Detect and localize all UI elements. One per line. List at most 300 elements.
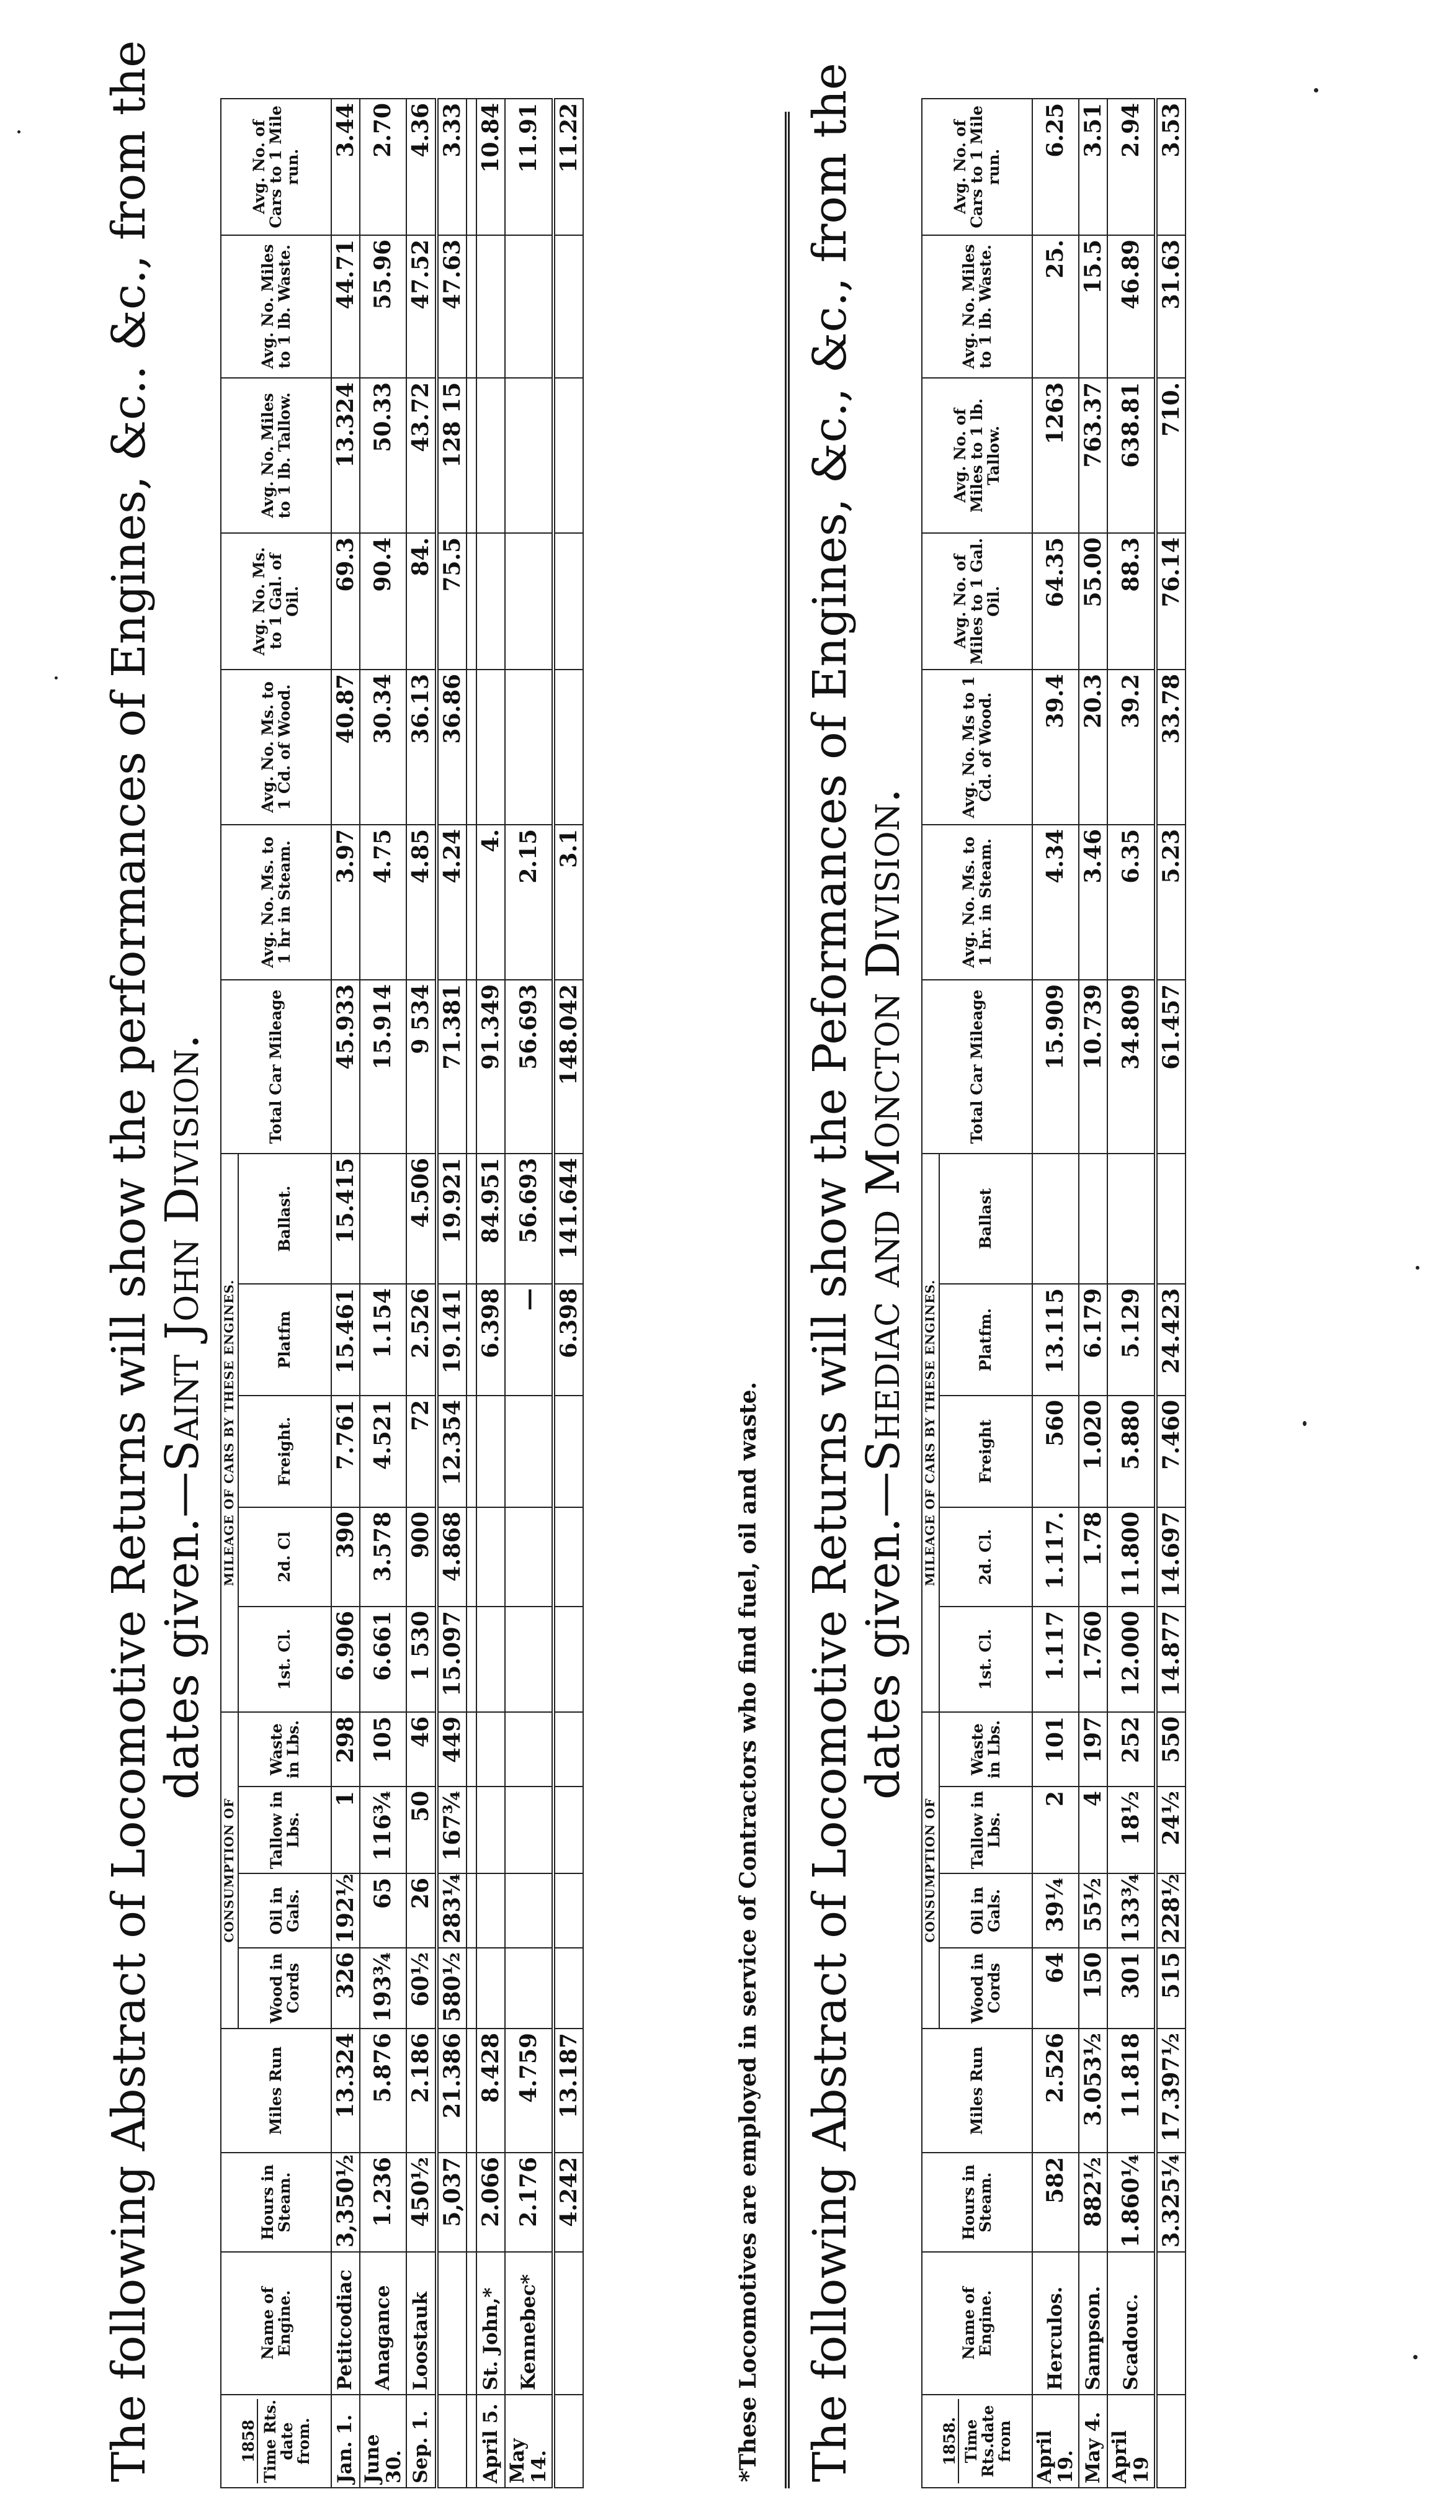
t1-spacer-cell: [467, 235, 476, 378]
t2-table-cell: 12.000: [1107, 1607, 1155, 1712]
t2-table-cell: 39¼: [1032, 1873, 1079, 1948]
t2-table-cell: 550: [1156, 1712, 1186, 1787]
t1-spacer-cell: [467, 378, 476, 533]
t2-table-cell: 6.179: [1079, 1284, 1107, 1396]
t1-table-cell: [505, 1948, 553, 2029]
t1-head-consumption: CONSUMPTION OF: [221, 1712, 238, 2029]
t2-head-avg-wood: Avg. No. Ms to 1 Cd. of Wood.: [922, 670, 1032, 825]
t1-table-cell: 3.33: [437, 99, 467, 235]
t2-table-cell: 2.94: [1107, 99, 1155, 235]
t1-table-row: [505, 99, 553, 2488]
t2-table-cell: 31.63: [1156, 235, 1186, 378]
t2-table-cell: 11.818: [1107, 2029, 1155, 2153]
t1-table-cell: 21.386: [437, 2029, 467, 2153]
t1-table-cell: 5,037: [437, 2153, 467, 2252]
t1-table-cell: 283¼: [437, 1873, 467, 1948]
t1-table-cell: 36.13: [406, 670, 436, 825]
t1-table-cell: 84.: [406, 533, 436, 670]
t1-head-2d: 2d. Cl: [238, 1507, 331, 1607]
t1-table-cell: 50: [406, 1787, 436, 1873]
t1-table-cell: [476, 670, 505, 825]
t1-table-cell: 15.914: [360, 980, 406, 1154]
t2-table-cell: 2: [1032, 1787, 1079, 1873]
t1-table-cell: [476, 1873, 505, 1948]
t1-table-cell: 11.91: [505, 99, 553, 235]
t2-table-cell: 55.00: [1079, 533, 1107, 670]
t1-head-avg-wood: Avg. No. Ms. to 1 Cd. of Wood.: [221, 670, 331, 825]
t1-table-cell: —: [505, 1284, 553, 1396]
t2-table-cell: 24.423: [1156, 1284, 1186, 1396]
t2-table-cell: 1.860¼: [1107, 2153, 1155, 2252]
t1-table-cell: 390: [331, 1507, 360, 1607]
t2-table-cell: 150: [1079, 1948, 1107, 2029]
t1-table-cell: [505, 1607, 553, 1712]
t1-table-cell: 167¾: [437, 1787, 467, 1873]
t1-table-cell: 71.381: [437, 980, 467, 1154]
t2-table-cell: 101: [1032, 1712, 1079, 1787]
t1-table-cell: 900: [406, 1507, 436, 1607]
t1-table-cell: [476, 378, 505, 533]
t1-head-freight: Freight.: [238, 1396, 331, 1507]
t2-table-cell: 15.5: [1079, 235, 1107, 378]
t2-table-cell: 18½: [1107, 1787, 1155, 1873]
t1-heading: [102, 40, 209, 2482]
t2-table-cell: [1079, 1154, 1107, 1284]
t1-head-name: Name of Engine.: [221, 2252, 331, 2395]
t2-head-consumption: CONSUMPTION OF: [922, 1712, 939, 2029]
t2-table-cell: April 19.: [1032, 2395, 1079, 2488]
t2-table-cell: 638.81: [1107, 378, 1155, 533]
t1-table-cell: 4.242: [553, 2153, 583, 2252]
t1-table-cell: 6.906: [331, 1607, 360, 1712]
t1-head-waste: Waste in Lbs.: [238, 1712, 331, 1787]
t1-spacer-cell: [467, 1154, 476, 1284]
t2-table-cell: 11.800: [1107, 1507, 1155, 1607]
t1-spacer-cell: [467, 1712, 476, 1787]
t1-table-cell: 91.349: [476, 980, 505, 1154]
t1-table-cell: 19.141: [437, 1284, 467, 1396]
t1-table-cell: 4.85: [406, 825, 436, 980]
t1-table-cell: 69.3: [331, 533, 360, 670]
t2-date-label: Time Rts.date from: [962, 2405, 1014, 2478]
t1-table-cell: [553, 1507, 583, 1607]
t1-spacer-cell: [467, 1507, 476, 1607]
t2-table-cell: Herculos.: [1032, 2252, 1079, 2395]
t1-spacer-row: [467, 99, 476, 2488]
t1-spacer-cell: [467, 670, 476, 825]
t1-table-cell: [476, 1396, 505, 1507]
t1-table-cell: [553, 378, 583, 533]
t1-table-cell: 6.398: [476, 1284, 505, 1396]
t2-table-cell: 76.14: [1156, 533, 1186, 670]
t1-table-cell: 84.951: [476, 1154, 505, 1284]
t1-table-cell: 15.415: [331, 1154, 360, 1284]
t1-table-cell: 326: [331, 1948, 360, 2029]
t2-head-platfm: Platfm.: [939, 1284, 1032, 1396]
t2-heading: [803, 63, 910, 2482]
t2-head-mileage: MILEAGE OF CARS BY THESE ENGINES.: [922, 1154, 939, 1712]
t1-head-platfm: Platfm: [238, 1284, 331, 1396]
t1-table-cell: Sep. 1.: [406, 2395, 436, 2488]
t1-spacer-cell: [467, 980, 476, 1154]
t1-table-cell: 44.71: [331, 235, 360, 378]
t2-head-wood: Wood in Cords: [939, 1948, 1032, 2029]
scan-speck: [1413, 2355, 1418, 2359]
t2-table-cell: 13.115: [1032, 1284, 1079, 1396]
t2-table-cell: 10.739: [1079, 980, 1107, 1154]
t1-table-cell: 3.97: [331, 825, 360, 980]
t1-spacer-cell: [467, 2029, 476, 2153]
t2-head-oil: Oil in Gals.: [939, 1873, 1032, 1948]
t2-table-cell: 5.880: [1107, 1396, 1155, 1507]
t1-table-cell: 19.921: [437, 1154, 467, 1284]
t2-table-cell: [1032, 1154, 1079, 1284]
t2-table-row: [1032, 99, 1079, 2488]
t2-table-cell: 3.46: [1079, 825, 1107, 980]
t1-table-cell: [553, 1712, 583, 1787]
t1-spacer-cell: [467, 1607, 476, 1712]
t1-table-cell: [437, 2252, 467, 2395]
t1-table-cell: 4.75: [360, 825, 406, 980]
t1-table-cell: 1.154: [360, 1284, 406, 1396]
t1-table-cell: Loostauk: [406, 2252, 436, 2395]
t2-head-ballast: Ballast: [939, 1154, 1032, 1284]
t1-table-cell: 56.693: [505, 980, 553, 1154]
t2-table-cell: 4.34: [1032, 825, 1079, 980]
t2-table-cell: 14.697: [1156, 1507, 1186, 1607]
t1-table-cell: [553, 1948, 583, 2029]
t1-table-cell: 10.84: [476, 99, 505, 235]
t1-head-date: [221, 2395, 331, 2488]
t2-heading-line2: [857, 63, 910, 2482]
t1-head-miles: Miles Run: [221, 2029, 331, 2153]
t2-head-miles: Miles Run: [922, 2029, 1032, 2153]
t2-head-avg-hr: Avg. No. Ms. to 1 hr. in Steam.: [922, 825, 1032, 980]
t2-table-cell: 582: [1032, 2153, 1079, 2252]
scan-speck: [1314, 88, 1318, 92]
t2-table-cell: 6.25: [1032, 99, 1079, 235]
t1-table-cell: Anagance: [360, 2252, 406, 2395]
t1-table-cell: 2.526: [406, 1284, 436, 1396]
t1-table-cell: 15.461: [331, 1284, 360, 1396]
t1-table-cell: 6.398: [553, 1284, 583, 1396]
t1-table-cell: [553, 1396, 583, 1507]
t1-table-cell: 449: [437, 1712, 467, 1787]
t1-spacer-cell: [467, 533, 476, 670]
t2-table-cell: 14.877: [1156, 1607, 1186, 1712]
t2-table-cell: Scadouc.: [1107, 2252, 1155, 2395]
t2-table-cell: 133¾: [1107, 1873, 1155, 1948]
t1-table-cell: 50.33: [360, 378, 406, 533]
t1-spacer-cell: [467, 1787, 476, 1873]
t2-table-cell: 46.89: [1107, 235, 1155, 378]
t1-table-cell: [476, 1948, 505, 2029]
t1-spacer-cell: [467, 1873, 476, 1948]
t1-table-row: [476, 99, 505, 2488]
t1-table-cell: 105: [360, 1712, 406, 1787]
t2-table-cell: 88.3: [1107, 533, 1155, 670]
t2-table-cell: 1263: [1032, 378, 1079, 533]
t2-head-1st: 1st. Cl.: [939, 1607, 1032, 1712]
t2-head-freight: Freight: [939, 1396, 1032, 1507]
t2-table-cell: 560: [1032, 1396, 1079, 1507]
t1-table-cell: 56.693: [505, 1154, 553, 1284]
scan-speck: [1416, 1266, 1419, 1270]
t2-table-cell: 25.: [1032, 235, 1079, 378]
t1-table-cell: 13.187: [553, 2029, 583, 2153]
t1-table-cell: 90.4: [360, 533, 406, 670]
t1-table-cell: 4.506: [406, 1154, 436, 1284]
t1-table-cell: 9 534: [406, 980, 436, 1154]
t1-table-cell: 45.933: [331, 980, 360, 1154]
t2-table-cell: 5.129: [1107, 1284, 1155, 1396]
scan-speck: [1303, 1421, 1306, 1426]
t2-table-cell: 515: [1156, 1948, 1186, 2029]
t1-table-cell: 298: [331, 1712, 360, 1787]
t2-table-cell: 763.37: [1079, 378, 1107, 533]
t1-table-cell: [553, 1607, 583, 1712]
t1-head-avg-oil: Avg. No. Ms. to 1 Gal. of Oil.: [221, 533, 331, 670]
t1-table-cell: Kennebec*: [505, 2252, 553, 2395]
t2-table-cell: 1.760: [1079, 1607, 1107, 1712]
t2-table-cell: 64.35: [1032, 533, 1079, 670]
t2-table: [921, 98, 1186, 2488]
t2-head-2d: 2d. Cl.: [939, 1507, 1032, 1607]
t1-table-cell: [476, 1712, 505, 1787]
t1-table-cell: 192½: [331, 1873, 360, 1948]
t1-table-cell: [505, 235, 553, 378]
t1-table-cell: 1: [331, 1787, 360, 1873]
t1-table-cell: 2.066: [476, 2153, 505, 2252]
t2-division-name: Shediac and Moncton Division.: [857, 788, 910, 1472]
t1-table-cell: 450½: [406, 2153, 436, 2252]
t1-table-cell: [360, 1154, 406, 1284]
t1-table-cell: 116¾: [360, 1787, 406, 1873]
t1-head-avg-cars: Avg. No. of Cars to 1 Mile run.: [221, 99, 331, 235]
t1-table-cell: 3.1: [553, 825, 583, 980]
t1-table-cell: [553, 670, 583, 825]
t2-table-cell: 1.78: [1079, 1507, 1107, 1607]
t1-table-cell: 8.428: [476, 2029, 505, 2153]
t1-head-1st: 1st. Cl.: [238, 1607, 331, 1712]
t1-table-cell: 47.63: [437, 235, 467, 378]
t2-table-cell: [1156, 1154, 1186, 1284]
t1-table-cell: 4.: [476, 825, 505, 980]
t1-table-cell: [505, 378, 553, 533]
t1-table: [220, 98, 584, 2488]
t1-table-cell: 60½: [406, 1948, 436, 2029]
t1-table-cell: 3.578: [360, 1507, 406, 1607]
t2-table-cell: 20.3: [1079, 670, 1107, 825]
t1-table-cell: 7.761: [331, 1396, 360, 1507]
t1-date-label: Time Rts. date from.: [261, 2399, 313, 2483]
t2-table-cell: 1.020: [1079, 1396, 1107, 1507]
t1-table-cell: 5.876: [360, 2029, 406, 2153]
t1-table-cell: 40.87: [331, 670, 360, 825]
t1-table-cell: [505, 1507, 553, 1607]
t1-head-mileage: MILEAGE OF CARS BY THESE ENGINES.: [221, 1154, 238, 1712]
t1-head-hours: Hours in Steam.: [221, 2153, 331, 2252]
scan-speck: [17, 130, 20, 133]
t2-table-cell: Sampson.: [1079, 2252, 1107, 2395]
t1-spacer-cell: [467, 2153, 476, 2252]
t2-heading-line1: The following Abstract of Locomotive Returns will show the Peformances of Engines, &c., &c., from the: [803, 63, 857, 2482]
t1-head-avg-tallow: Avg. No. Miles to 1 lb. Tallow.: [221, 378, 331, 533]
t2-table-cell: 3.053½: [1079, 2029, 1107, 2153]
t1-table-cell: 12.354: [437, 1396, 467, 1507]
t2-table-cell: 61.457: [1156, 980, 1186, 1154]
t1-table-cell: 4.36: [406, 99, 436, 235]
t1-table-cell: St. John,*: [476, 2252, 505, 2395]
t2-table-cell: [1107, 1154, 1155, 1284]
t2-table-cell: 301: [1107, 1948, 1155, 2029]
t1-table-cell: [437, 2395, 467, 2488]
t2-head-avg-tallow: Avg. No. of Miles to 1 lb. Tallow.: [922, 378, 1032, 533]
t2-total-row: [1156, 99, 1186, 2488]
t1-table-row: [406, 99, 436, 2488]
t1-total-row: [437, 99, 467, 2488]
t1-table-cell: 36.86: [437, 670, 467, 825]
t2-head-date: [922, 2395, 1032, 2488]
t2-head-tallow: Tallow in Lbs.: [939, 1787, 1032, 1873]
t1-head-avg-waste: Avg. No. Miles to 1 lb. Waste.: [221, 235, 331, 378]
t1-footnote: *These Locomotives are employed in service of Contractors who find fuel, oil and waste.: [735, 1381, 761, 2482]
t2-head-waste: Waste in Lbs.: [939, 1712, 1032, 1787]
t1-table-cell: [553, 1873, 583, 1948]
t1-table-cell: Petitcodiac: [331, 2252, 360, 2395]
t1-table-cell: 1 530: [406, 1607, 436, 1712]
t1-table-cell: 3,350½: [331, 2153, 360, 2252]
t2-table-cell: 882½: [1079, 2153, 1107, 2252]
scan-speck: [55, 676, 58, 679]
t2-table-cell: 6.35: [1107, 825, 1155, 980]
t2-table-cell: 3.51: [1079, 99, 1107, 235]
t2-table-cell: May 4.: [1079, 2395, 1107, 2488]
t1-table-cell: 4.24: [437, 825, 467, 980]
t1-division-name: Saint John Division.: [156, 1034, 209, 1472]
t1-table-cell: [505, 1873, 553, 1948]
t1-table-cell: 1.236: [360, 2153, 406, 2252]
t1-table-cell: 47.52: [406, 235, 436, 378]
t1-table-cell: 2.176: [505, 2153, 553, 2252]
t1-table-cell: [476, 1607, 505, 1712]
t2-head-name: Name of Engine.: [922, 2252, 1032, 2395]
t1-table-cell: 4.759: [505, 2029, 553, 2153]
t1-table-cell: 128 15: [437, 378, 467, 533]
t1-table-cell: 65: [360, 1873, 406, 1948]
t1-table-cell: 4.868: [437, 1507, 467, 1607]
t1-table-cell: [553, 533, 583, 670]
t1-table-cell: [505, 533, 553, 670]
t1-table-cell: [505, 1712, 553, 1787]
t1-spacer-cell: [467, 1948, 476, 2029]
t1-table-cell: [553, 1787, 583, 1873]
t1-spacer-cell: [467, 99, 476, 235]
t2-table-cell: 252: [1107, 1712, 1155, 1787]
t2-table-cell: 4: [1079, 1787, 1107, 1873]
t1-table-cell: 46: [406, 1712, 436, 1787]
section-divider: [785, 112, 790, 2488]
rotated-page-content: [96, 40, 1430, 2495]
t2-table-cell: 7.460: [1156, 1396, 1186, 1507]
t1-table-cell: [505, 670, 553, 825]
t1-body: [331, 99, 583, 2488]
t1-table-cell: 141.644: [553, 1154, 583, 1284]
t1-head-tallow: Tallow in Lbs.: [238, 1787, 331, 1873]
t1-table-cell: [553, 2252, 583, 2395]
t2-table-cell: 5.23: [1156, 825, 1186, 980]
t2-head-hours: Hours in Steam.: [922, 2153, 1032, 2252]
t1-table-cell: 148.042: [553, 980, 583, 1154]
t1-table-cell: June 30.: [360, 2395, 406, 2488]
t1-table-cell: 4.521: [360, 1396, 406, 1507]
t1-table-row: [331, 99, 360, 2488]
t1-table-cell: [476, 1507, 505, 1607]
t2-table-cell: [1156, 2252, 1186, 2395]
t2-heading-dates: dates given.—: [857, 1471, 910, 1800]
t2-year: 1858.: [941, 2399, 959, 2483]
t2-table-cell: 3.325¼: [1156, 2153, 1186, 2252]
t1-spacer-cell: [467, 825, 476, 980]
t2-table-cell: April 19: [1107, 2395, 1155, 2488]
t1-table-cell: Jan. 1.: [331, 2395, 360, 2488]
t2-table-cell: 1.117: [1032, 1607, 1079, 1712]
t2-body: [1032, 99, 1186, 2488]
t2-table-cell: 55½: [1079, 1873, 1107, 1948]
t2-table-cell: 710.: [1156, 378, 1186, 533]
t1-table-cell: 13.324: [331, 378, 360, 533]
t1-table-cell: [476, 533, 505, 670]
t2-table-cell: 228½: [1156, 1873, 1186, 1948]
t1-table-row: [360, 99, 406, 2488]
t1-table-cell: 75.5: [437, 533, 467, 670]
t1-total-row: [553, 99, 583, 2488]
t1-table-cell: [505, 1396, 553, 1507]
t1-head-total: Total Car Mileage: [221, 980, 331, 1154]
t1-spacer-cell: [467, 1396, 476, 1507]
t1-table-cell: April 5.: [476, 2395, 505, 2488]
t2-table-cell: [1156, 2395, 1186, 2488]
t2-table-cell: 1.117.: [1032, 1507, 1079, 1607]
t2-table-cell: 39.4: [1032, 670, 1079, 825]
t1-spacer-cell: [467, 2252, 476, 2395]
t2-table-cell: 33.78: [1156, 670, 1186, 825]
t1-table-cell: 55.96: [360, 235, 406, 378]
t2-table-cell: 15.909: [1032, 980, 1079, 1154]
t2-table-cell: 64: [1032, 1948, 1079, 2029]
t1-table-cell: 193¾: [360, 1948, 406, 2029]
t1-table-cell: [505, 1787, 553, 1873]
t1-table-cell: 3.44: [331, 99, 360, 235]
t1-table-cell: 6.661: [360, 1607, 406, 1712]
t1-heading-line1: The following Abstract of Locomotive Returns will show the performances of Engines, &c.. &c., from the: [102, 40, 156, 2482]
t2-table-row: [1079, 99, 1107, 2488]
t1-year: 1858: [240, 2399, 258, 2483]
t2-table-cell: 39.2: [1107, 670, 1155, 825]
t1-table-cell: 72: [406, 1396, 436, 1507]
t1-table-cell: 15.097: [437, 1607, 467, 1712]
t2-table-cell: 17.397½: [1156, 2029, 1186, 2153]
t1-table-cell: 13.324: [331, 2029, 360, 2153]
t1-table-cell: 43.72: [406, 378, 436, 533]
t2-head-avg-waste: Avg. No. Miles to 1 lb. Waste.: [922, 235, 1032, 378]
t1-table-cell: 30.34: [360, 670, 406, 825]
t2-table-row: [1107, 99, 1155, 2488]
t1-head-oil: Oil in Gals.: [238, 1873, 331, 1948]
t2-head-total: Total Car Mileage: [922, 980, 1032, 1154]
t1-heading-line2: [156, 40, 209, 2482]
t1-table-cell: 26: [406, 1873, 436, 1948]
